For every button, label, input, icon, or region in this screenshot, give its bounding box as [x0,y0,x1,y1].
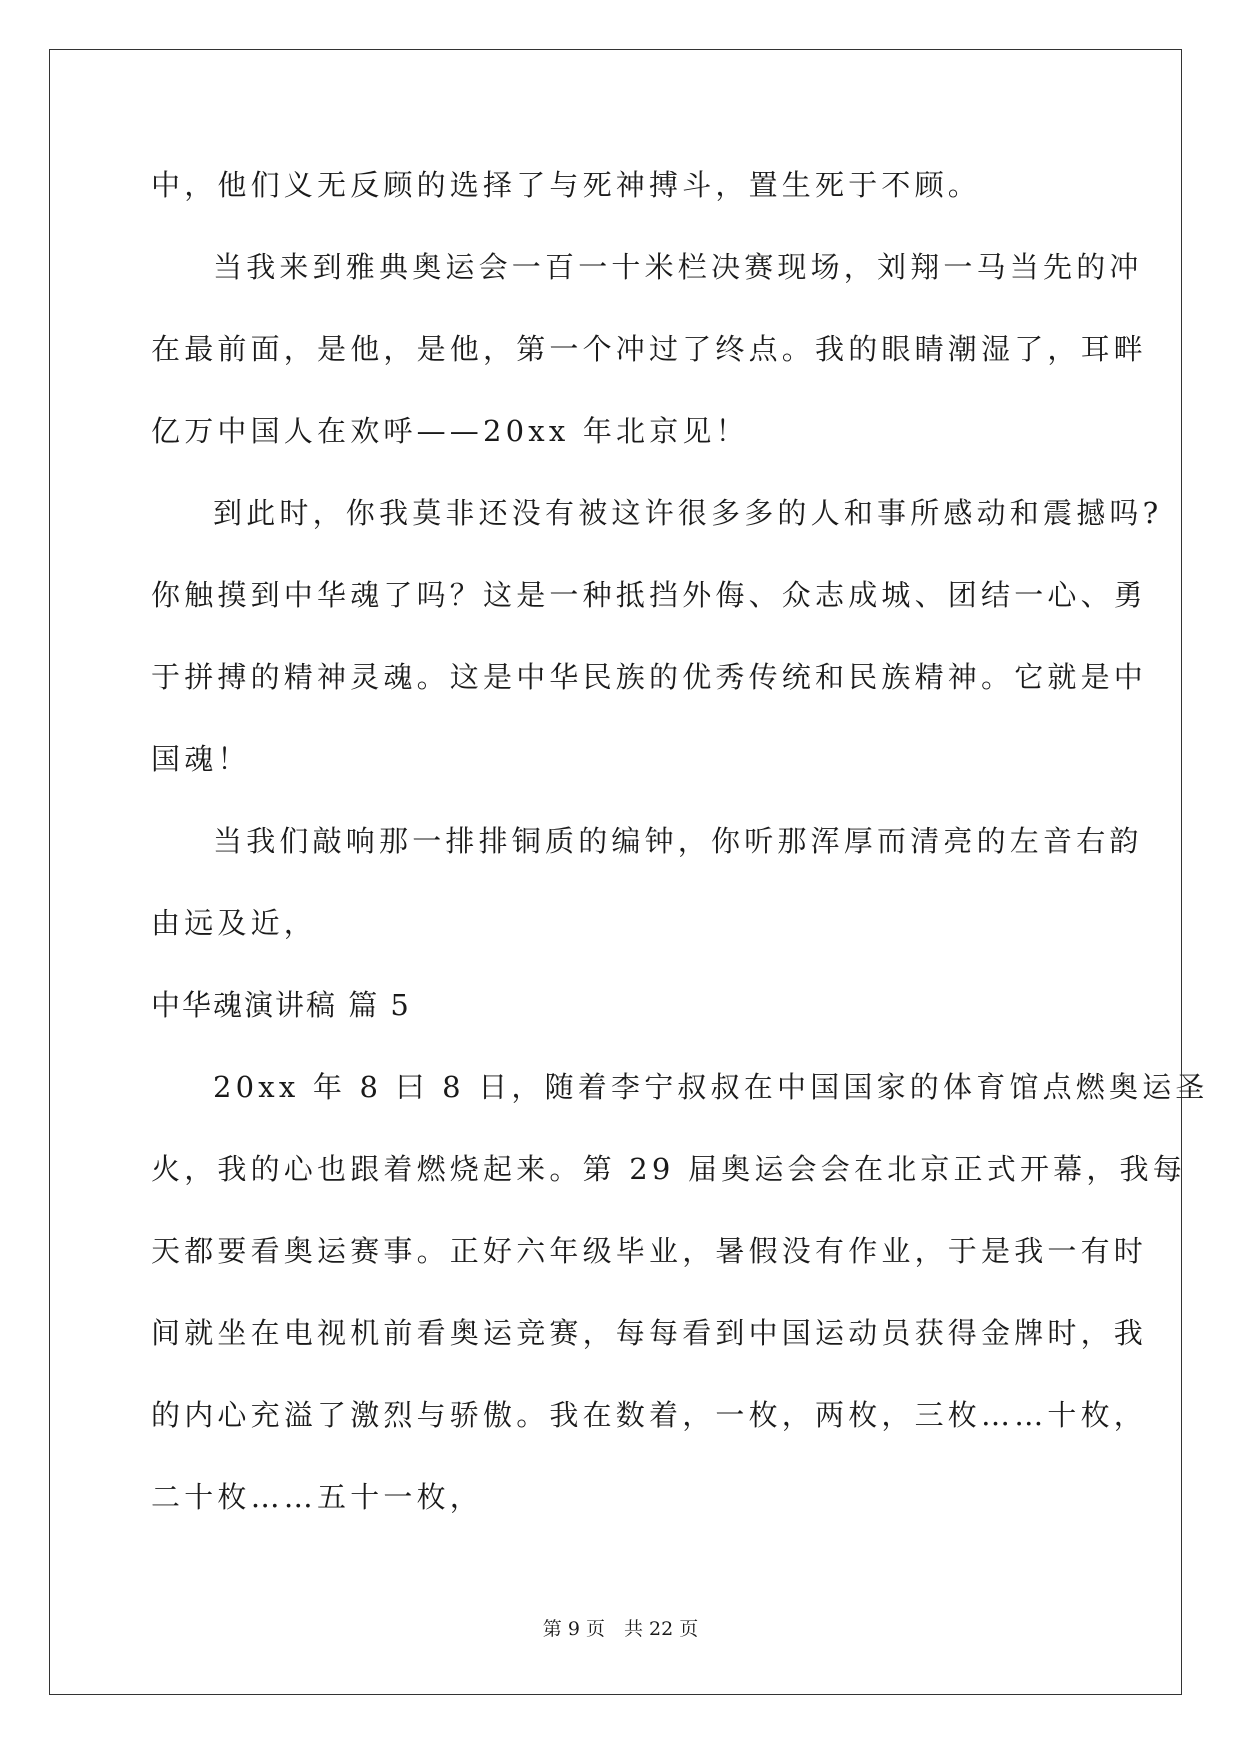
paragraph-line: 天都要看奥运赛事。正好六年级毕业，暑假没有作业，于是我一有时 [151,1234,1148,1268]
paragraph-line: 当我们敲响那一排排铜质的编钟，你听那浑厚而清亮的左音右韵 [213,824,1143,858]
paragraph-line: 中，他们义无反顾的选择了与死神搏斗，置生死于不顾。 [151,168,982,202]
paragraph-line: 20xx 年 8 曰 8 日，随着李宁叔叔在中国国家的体育馆点燃奥运圣 [213,1070,1209,1104]
paragraph-line: 的内心充溢了激烈与骄傲。我在数着，一枚，两枚，三枚……十枚， [151,1398,1148,1432]
paragraph-line: 由远及近， [151,906,318,940]
paragraph-line: 在最前面，是他，是他，第一个冲过了终点。我的眼睛潮湿了，耳畔 [151,332,1148,366]
page-number-footer: 第 9 页 共 22 页 [542,1618,699,1640]
document-body [151,155,1209,1549]
paragraph-line: 当我来到雅典奥运会一百一十米栏决赛现场，刘翔一马当先的冲 [213,250,1143,284]
paragraph-line: 到此时，你我莫非还没有被这许很多多的人和事所感动和震撼吗? [213,496,1163,530]
paragraph-line: 二十枚……五十一枚， [151,1480,484,1514]
paragraph-line: 亿万中国人在欢呼——20xx 年北京见！ [151,414,749,448]
paragraph-line: 火，我的心也跟着燃烧起来。第 29 届奥运会会在北京正式开幕，我每 [151,1152,1186,1186]
paragraph-line: 国魂！ [151,742,251,776]
paragraph-line: 于拼搏的精神灵魂。这是中华民族的优秀传统和民族精神。它就是中 [151,660,1148,694]
section-heading: 中华魂演讲稿 篇 5 [151,988,411,1022]
paragraph-line: 你触摸到中华魂了吗？这是一种抵挡外侮、众志成城、团结一心、勇 [151,578,1148,612]
paragraph-line: 间就坐在电视机前看奥运竞赛，每每看到中国运动员获得金牌时，我 [151,1316,1148,1350]
